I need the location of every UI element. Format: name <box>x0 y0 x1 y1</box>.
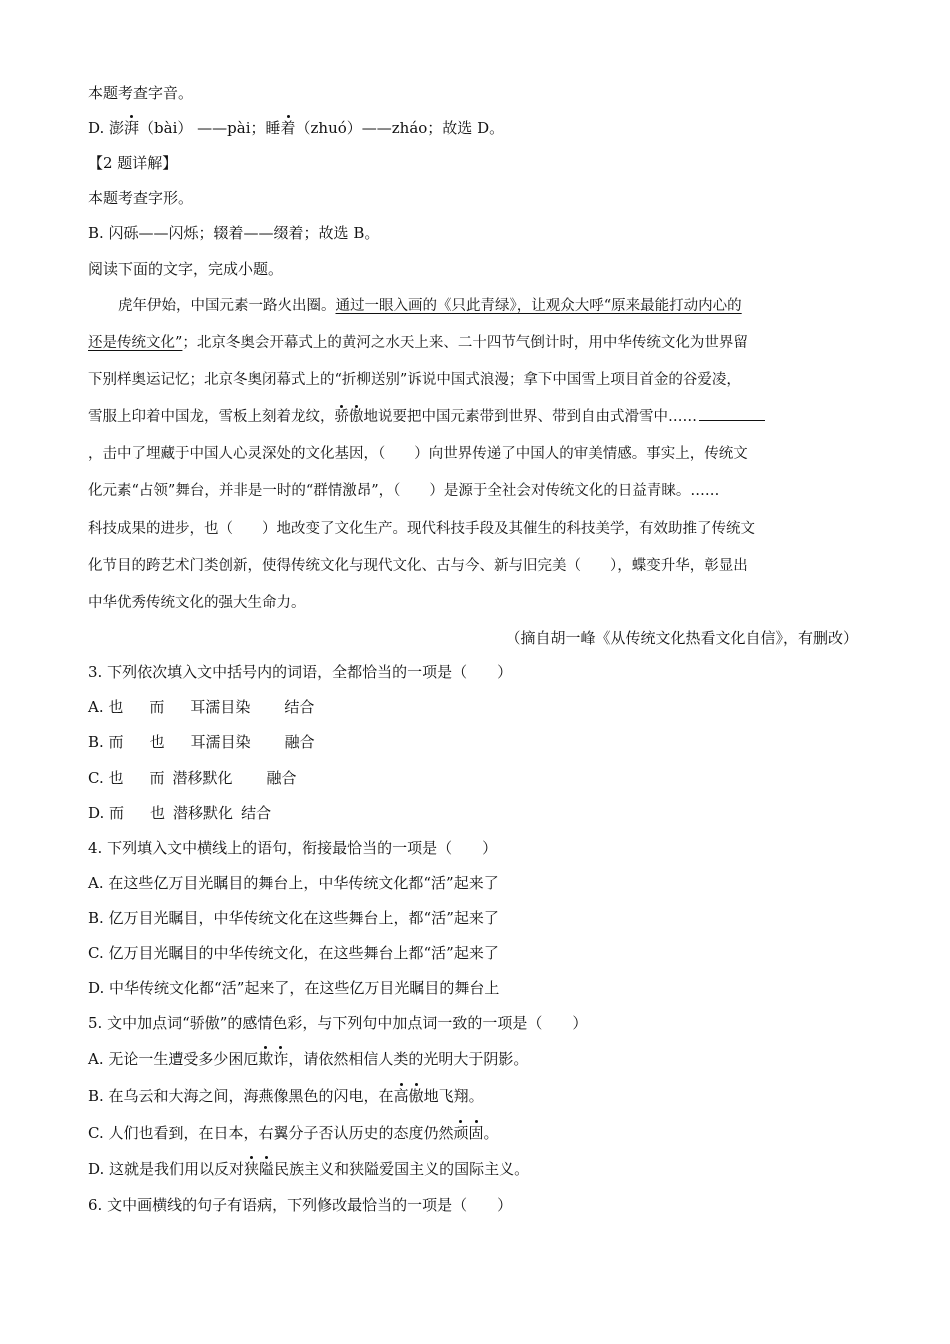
q3-a-word2: 而 <box>149 698 165 716</box>
q3-c-word1: C. 也 <box>88 769 124 787</box>
q5-c-dotted-2: 固 <box>468 1124 484 1142</box>
q5-b-dotted-1: 高 <box>393 1087 409 1105</box>
q5-a-dotted-2: 诈 <box>273 1050 289 1068</box>
passage-dotted-ao: 傲 <box>349 409 364 425</box>
q3-d-word3: 潜移默化 <box>173 804 234 822</box>
q2-detail-header: 【2 题详解】 <box>88 154 178 172</box>
passage-line-3: 下别样奥运记忆；北京冬奥闭幕式上的“折柳送别”诉说中国式浪漫；拿下中国雪上项目首金的谷爱凌， <box>88 372 741 388</box>
passage-line-8: 化节目的跨艺术门类创新，使得传统文化与现代文化、古与今、新与旧完美（ ），蝶变升华，彰显出 <box>88 558 748 574</box>
q4-stem: 4. 下列填入文中横线上的语句，衔接最恰当的一项是（ ） <box>88 839 498 857</box>
q1-dotted-char: 湃 <box>124 119 140 137</box>
passage-line-6: 化元素“占领”舞台，并非是一时的“群情激昂”，（ ）是源于全社会对传统文化的日益青睐。…… <box>88 483 720 499</box>
q5-d-text-1: D. 这就是我们用以反对 <box>88 1160 245 1178</box>
q6-stem: 6. 文中画横线的句子有语病，下列修改最恰当的一项是（ ） <box>88 1196 513 1214</box>
q4-option-a: A. 在这些亿万目光瞩目的舞台上，中华传统文化都“活”起来了 <box>88 874 499 892</box>
q3-a-word3: 耳濡目染 <box>190 698 251 716</box>
q1-line2-part-a: D. 澎 <box>88 119 125 137</box>
passage-l4-text-b: 地说要把中国元素带到世界、带到自由式滑雪中…… <box>363 409 697 425</box>
q1-line2-part-c: （zhuó）——zháo；故选 D。 <box>295 119 505 137</box>
q5-b-text-1: B. 在乌云和大海之间，海燕像黑色的闪电，在 <box>88 1087 394 1105</box>
q3-option-b <box>88 731 315 752</box>
q3-a-word4: 结合 <box>284 698 315 716</box>
passage-line-9: 中华优秀传统文化的强大生命力。 <box>88 595 306 611</box>
q4-option-c: C. 亿万目光瞩目的中华传统文化，在这些舞台上都“活”起来了 <box>88 944 499 962</box>
q3-d-word2: 也 <box>150 804 166 822</box>
passage-underlined-sentence-1: 通过一眼入画的《只此青绿》，让观众大呼“原来最能打动内心的 <box>335 298 742 314</box>
q3-b-word4: 融合 <box>284 733 315 751</box>
q1-line2-part-b: （bài） ——pài；睡 <box>139 119 281 137</box>
q3-option-d <box>88 802 271 823</box>
q2-detail-line2: B. 闪砾——闪烁；辍着——缀着；故选 B。 <box>88 224 380 242</box>
q3-option-c <box>88 767 297 788</box>
q3-b-word3: 耳濡目染 <box>190 733 251 751</box>
passage-line-5: ，击中了埋藏于中国人心灵深处的文化基因，（ ）向世界传递了中国人的审美情感。事实上，传统文 <box>88 446 748 462</box>
q5-option-a <box>88 1048 528 1069</box>
q3-c-word2: 而 <box>149 769 165 787</box>
q4-option-b: B. 亿万目光瞩目，中华传统文化在这些舞台上，都“活”起来了 <box>88 909 499 927</box>
q5-c-dotted-1: 顽 <box>453 1124 469 1142</box>
q5-d-text-2: 民族主义和狭隘爱国主义的国际主义。 <box>274 1160 530 1178</box>
q1-dotted-char-2: 着 <box>280 119 296 137</box>
q5-option-c <box>88 1122 499 1143</box>
passage-line-7: 科技成果的进步，也（ ）地改变了文化生产。现代科技手段及其催生的科技美学，有效助推了传统文 <box>88 521 755 537</box>
q5-b-text-2: 地飞翔。 <box>423 1087 484 1105</box>
q5-c-text-2: 。 <box>483 1124 499 1142</box>
passage-l4-text-a: 雪服上印着中国龙，雪板上刻着龙纹， <box>88 409 335 425</box>
passage-dotted-jiao: 骄 <box>334 409 349 425</box>
q5-option-d <box>88 1158 529 1179</box>
passage-source: （摘自胡一峰《从传统文化热看文化自信》，有删改） <box>505 629 858 647</box>
q3-d-word1: D. 而 <box>88 804 125 822</box>
passage-line-2 <box>88 331 858 352</box>
q5-a-text-1: A. 无论一生遭受多少困厄 <box>88 1050 259 1068</box>
reading-instruction: 阅读下面的文字，完成小题。 <box>88 260 284 278</box>
q3-c-word4: 融合 <box>266 769 297 787</box>
q3-stem: 3. 下列依次填入文中括号内的词语，全都恰当的一项是（ ） <box>88 663 513 681</box>
q3-d-word4: 结合 <box>241 804 272 822</box>
passage-l2-text: ；北京冬奥会开幕式上的黄河之水天上来、二十四节气倒计时，用中华传统文化为世界留 <box>182 335 748 351</box>
passage-line-1 <box>88 294 858 315</box>
q3-a-word1: A. 也 <box>88 698 124 716</box>
passage-l1-text: 虎年伊始，中国元素一路火出圈。 <box>118 298 336 314</box>
q5-option-b <box>88 1085 484 1106</box>
passage-underlined-sentence-2: 还是传统文化” <box>88 335 183 351</box>
fill-in-blank-line <box>699 406 765 421</box>
q5-a-dotted-1: 欺 <box>258 1050 274 1068</box>
q5-stem: 5. 文中加点词“骄傲”的感情色彩，与下列句中加点词一致的一项是（ ） <box>88 1014 588 1032</box>
q5-a-text-2: ，请依然相信人类的光明大于阴影。 <box>288 1050 529 1068</box>
q2-detail-line1: 本题考查字形。 <box>88 189 194 207</box>
q3-b-word2: 也 <box>149 733 165 751</box>
q3-b-word1: B. 而 <box>88 733 124 751</box>
q4-option-d: D. 中华传统文化都“活”起来了，在这些亿万目光瞩目的舞台上 <box>88 979 500 997</box>
q1-detail-line1: 本题考查字音。 <box>88 84 194 102</box>
q5-c-text-1: C. 人们也看到，在日本，右翼分子否认历史的态度仍然 <box>88 1124 454 1142</box>
q5-b-dotted-2: 傲 <box>408 1087 424 1105</box>
passage-line-4 <box>88 405 858 426</box>
q5-d-dotted-1: 狭 <box>244 1160 260 1178</box>
q5-d-dotted-2: 隘 <box>259 1160 275 1178</box>
q3-option-a <box>88 696 314 717</box>
q3-c-word3: 潜移默化 <box>172 769 233 787</box>
q1-detail-line2 <box>88 117 504 138</box>
